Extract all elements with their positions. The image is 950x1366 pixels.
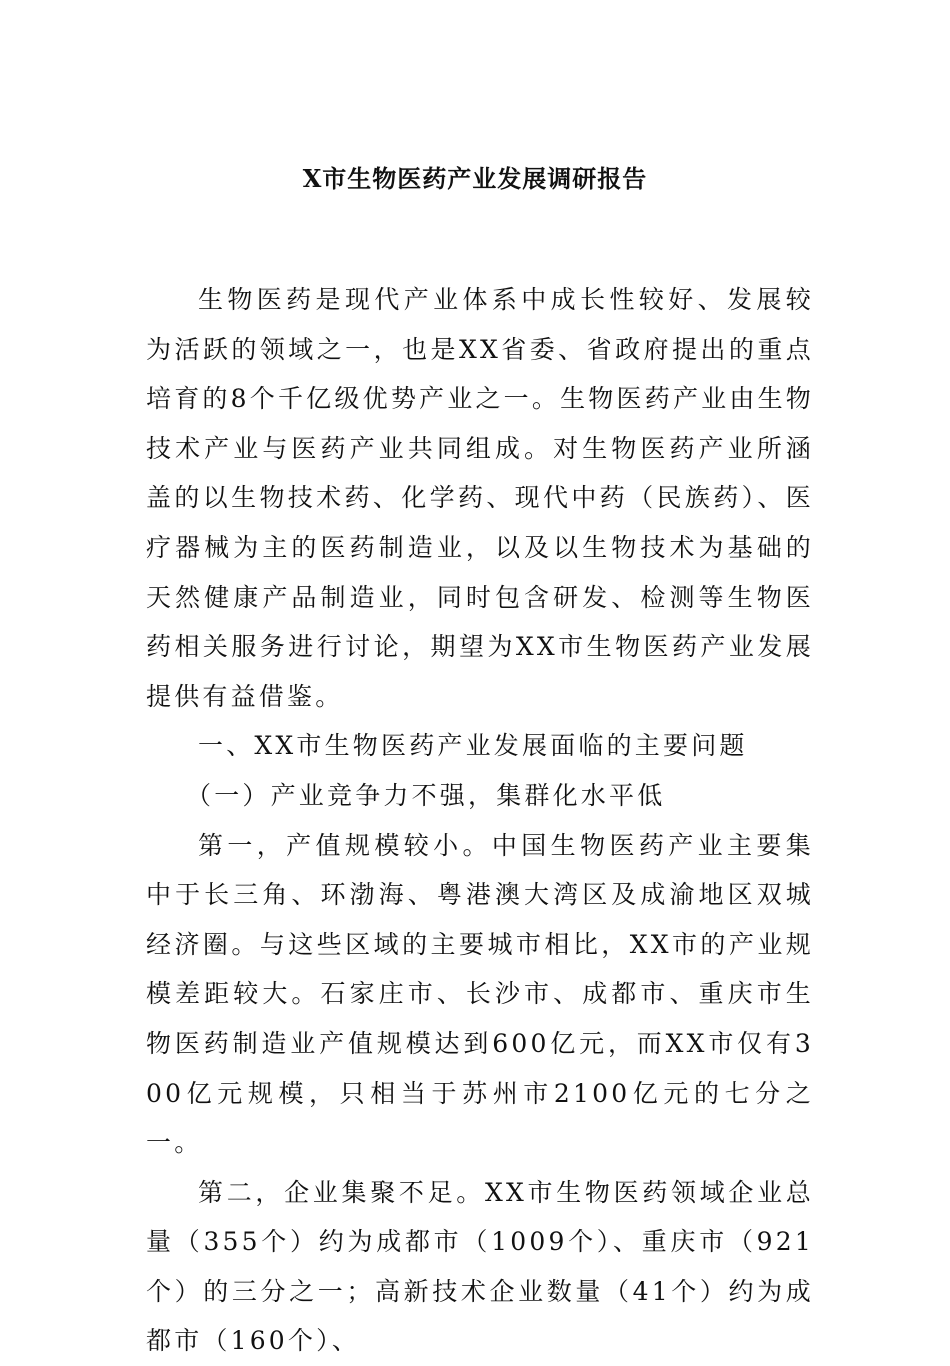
intro-paragraph: 生物医药是现代产业体系中成长性较好、发展较为活跃的领域之一，也是XX省委、省政府提出的重点培育的8个千亿级优势产业之一。生物医药产业由生物技术产业与医药产业共同组成。对生物医药产业所涵盖的以生物技术药、化学药、现代中药（民族药）、医疗器械为主的医药制造业，以及以生物技术为基础的天然健康产品制造业，同时包含研发、检测等生物医药相关服务进行讨论，期望为XX市生物医药产业发展提供有益借鉴。 xyxy=(146,285,814,711)
subsection-heading-1-1: （一）产业竞争力不强，集群化水平低 xyxy=(186,780,666,810)
document-title: X市生物医药产业发展调研报告 xyxy=(302,164,648,193)
section-heading-1: 一、XX市生物医药产业发展面临的主要问题 xyxy=(198,731,748,761)
document-body xyxy=(146,275,814,1366)
point-paragraph-1: 第一，产值规模较小。中国生物医药产业主要集中于长三角、环渤海、粤港澳大湾区及成渝地区双城经济圈。与这些区域的主要城市相比，XX市的产业规模差距较大。石家庄市、长沙市、成都市、重庆市生物医药制造业产值规模达到600亿元，而XX市仅有300亿元规模，只相当于苏州市2100亿元的七分之一。 xyxy=(146,830,814,1158)
point-paragraph-2: 第二，企业集聚不足。XX市生物医药领域企业总量（355个）约为成都市（1009个）、重庆市（921个）的三分之一；高新技术企业数量（41个）约为成都市（160个）、 xyxy=(146,1177,814,1356)
